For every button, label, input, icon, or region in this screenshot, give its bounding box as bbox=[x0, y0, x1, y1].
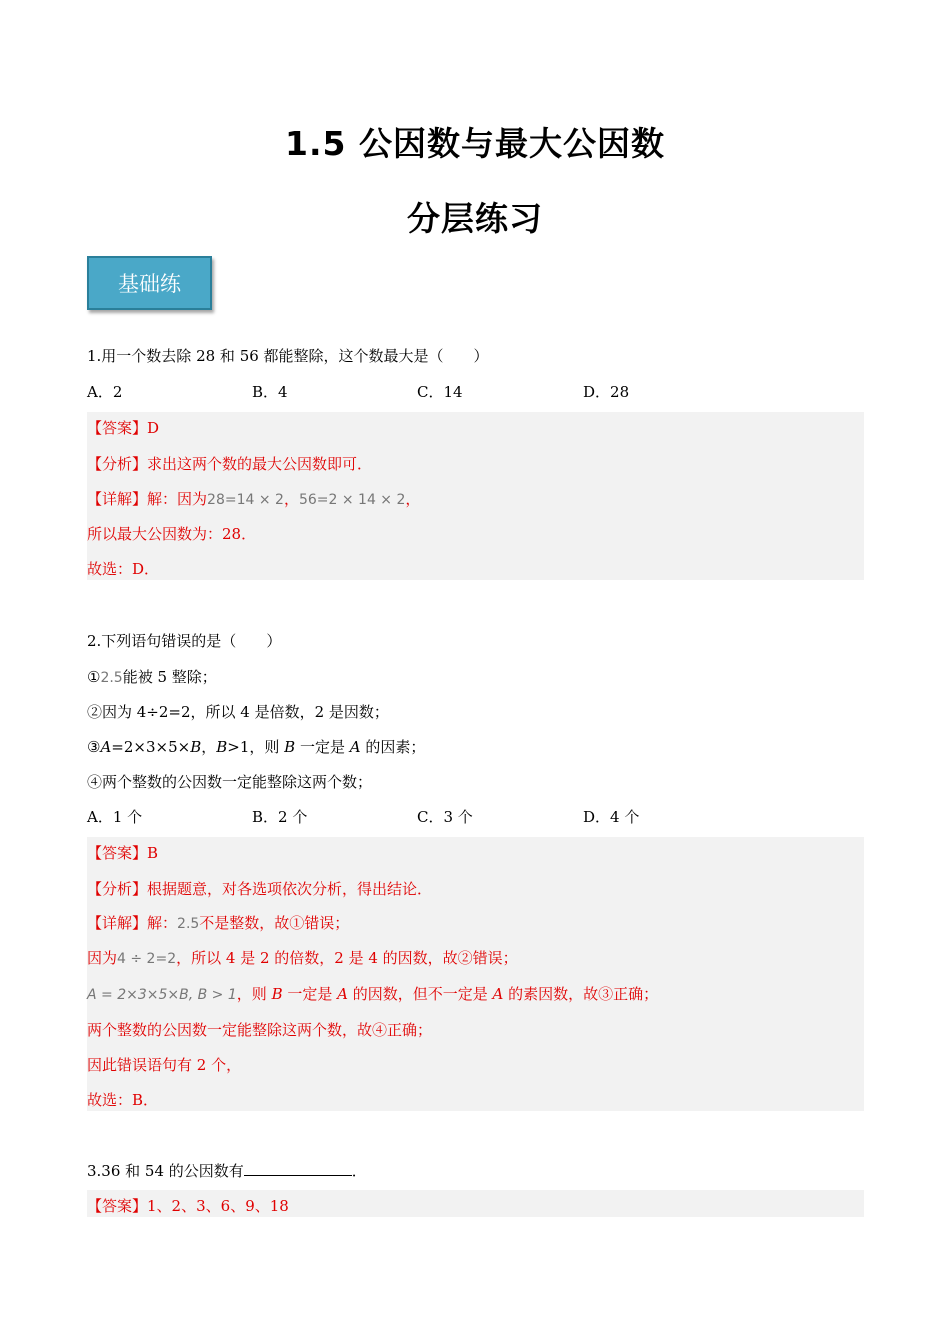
statement-text: >1，则 bbox=[227, 738, 285, 756]
q2-analysis bbox=[87, 878, 432, 899]
answer-blank[interactable] bbox=[244, 1161, 352, 1176]
var-a: A bbox=[349, 738, 361, 756]
answer-value: 1、2、3、6、9、18 bbox=[147, 1197, 289, 1215]
q2-statement-2: ②因为 4÷2=2，所以 4 是倍数，2 是因数； bbox=[87, 703, 389, 721]
statement-text: 的因素； bbox=[360, 738, 426, 756]
var-a: A bbox=[337, 985, 348, 1003]
q2-statement-3 bbox=[87, 736, 425, 757]
stem-text: 3.36 和 54 的公因数有 bbox=[87, 1162, 244, 1180]
var-b: B bbox=[284, 738, 296, 756]
detail-text: 因为 bbox=[87, 949, 118, 967]
q2-choice: 故选：B． bbox=[87, 1091, 159, 1109]
analysis-text: 根据题意，对各选项依次分析，得出结论． bbox=[147, 880, 433, 898]
question-3-stem bbox=[87, 1160, 367, 1181]
detail-intro: 解：因为 bbox=[147, 490, 208, 508]
q2-statement-4: ④两个整数的公因数一定能整除这两个数； bbox=[87, 773, 373, 791]
answer-value: D bbox=[147, 419, 160, 437]
answer-tag: 【答案】 bbox=[87, 844, 148, 862]
question-1-stem: 1.用一个数去除 28 和 56 都能整除，这个数最大是（ ） bbox=[87, 347, 489, 365]
detail-text: 一定是 bbox=[282, 985, 338, 1003]
statement-math: 2.5 bbox=[100, 670, 123, 686]
statement-text: 一定是 bbox=[295, 738, 350, 756]
q1-option-c: C．14 bbox=[417, 383, 463, 401]
page-title: 1.5 公因数与最大公因数 bbox=[285, 124, 665, 163]
q1-option-b: B．4 bbox=[252, 383, 288, 401]
statement-text: 能被 5 整除； bbox=[122, 668, 217, 686]
q2-detail-5: 因此错误语句有 2 个， bbox=[87, 1056, 242, 1074]
q2-detail-4: 两个整数的公因数一定能整除这两个数，故④正确； bbox=[87, 1021, 433, 1039]
detail-text: ，所以 4 是 2 的倍数，2 是 4 的因数，故②错误； bbox=[176, 949, 518, 967]
detail-sep: ， bbox=[283, 490, 299, 508]
var-b: B bbox=[216, 738, 228, 756]
answer-tag: 【答案】 bbox=[87, 419, 148, 437]
q2-option-c: C．3 个 bbox=[417, 808, 473, 826]
detail-math: 4 ÷ 2=2 bbox=[117, 951, 177, 967]
q3-answer bbox=[87, 1195, 289, 1216]
statement-text: =2×3×5× bbox=[111, 738, 191, 756]
page-subtitle: 分层练习 bbox=[407, 199, 543, 238]
detail-math: 28=14 × 2 bbox=[207, 492, 284, 508]
q2-detail-1 bbox=[87, 912, 349, 933]
detail-text: 不是整数，故①错误； bbox=[199, 914, 350, 932]
q2-statement-1 bbox=[87, 666, 217, 687]
detail-math: 56=2 × 14 × 2 bbox=[298, 492, 406, 508]
q1-choice: 故选：D． bbox=[87, 560, 160, 578]
stem-text: ． bbox=[351, 1162, 367, 1180]
detail-intro: 解： bbox=[147, 914, 178, 932]
question-2-stem: 2.下列语句错误的是（ ） bbox=[87, 632, 282, 650]
q2-detail-3 bbox=[87, 983, 658, 1004]
detail-tag: 【详解】 bbox=[87, 490, 148, 508]
detail-text: 的素因数，故③正确； bbox=[503, 985, 659, 1003]
q2-option-a: A．1 个 bbox=[87, 808, 143, 826]
var-b: B bbox=[190, 738, 202, 756]
q1-option-d: D．28 bbox=[583, 383, 630, 401]
var-a: A bbox=[100, 738, 112, 756]
detail-math: 2.5 bbox=[177, 916, 200, 932]
var-a: A bbox=[492, 985, 504, 1003]
q1-analysis bbox=[87, 453, 372, 474]
q1-conclusion: 所以最大公因数为：28． bbox=[87, 525, 257, 543]
detail-text: 的因数，但不一定是 bbox=[347, 985, 493, 1003]
detail-tag: 【详解】 bbox=[87, 914, 148, 932]
statement-text: ， bbox=[201, 738, 217, 756]
statement-marker: ① bbox=[87, 668, 101, 686]
q2-option-d: D．4 个 bbox=[583, 808, 640, 826]
detail-text: ，则 bbox=[236, 985, 272, 1003]
q2-answer bbox=[87, 842, 158, 863]
detail-math: A = 2×3×5×B, B > 1 bbox=[87, 987, 237, 1003]
analysis-tag: 【分析】 bbox=[87, 880, 148, 898]
analysis-tag: 【分析】 bbox=[87, 455, 148, 473]
q1-option-a: A．2 bbox=[87, 383, 123, 401]
detail-end: ， bbox=[405, 490, 421, 508]
section-badge: 基础练 bbox=[87, 256, 212, 310]
q1-answer bbox=[87, 417, 159, 438]
answer-value: B bbox=[147, 844, 159, 862]
q2-detail-2 bbox=[87, 947, 518, 968]
statement-marker: ③ bbox=[87, 738, 101, 756]
analysis-text: 求出这两个数的最大公因数即可． bbox=[147, 455, 373, 473]
q1-detail bbox=[87, 488, 420, 509]
var-b: B bbox=[271, 985, 283, 1003]
q2-option-b: B．2 个 bbox=[252, 808, 308, 826]
answer-tag: 【答案】 bbox=[87, 1197, 148, 1215]
